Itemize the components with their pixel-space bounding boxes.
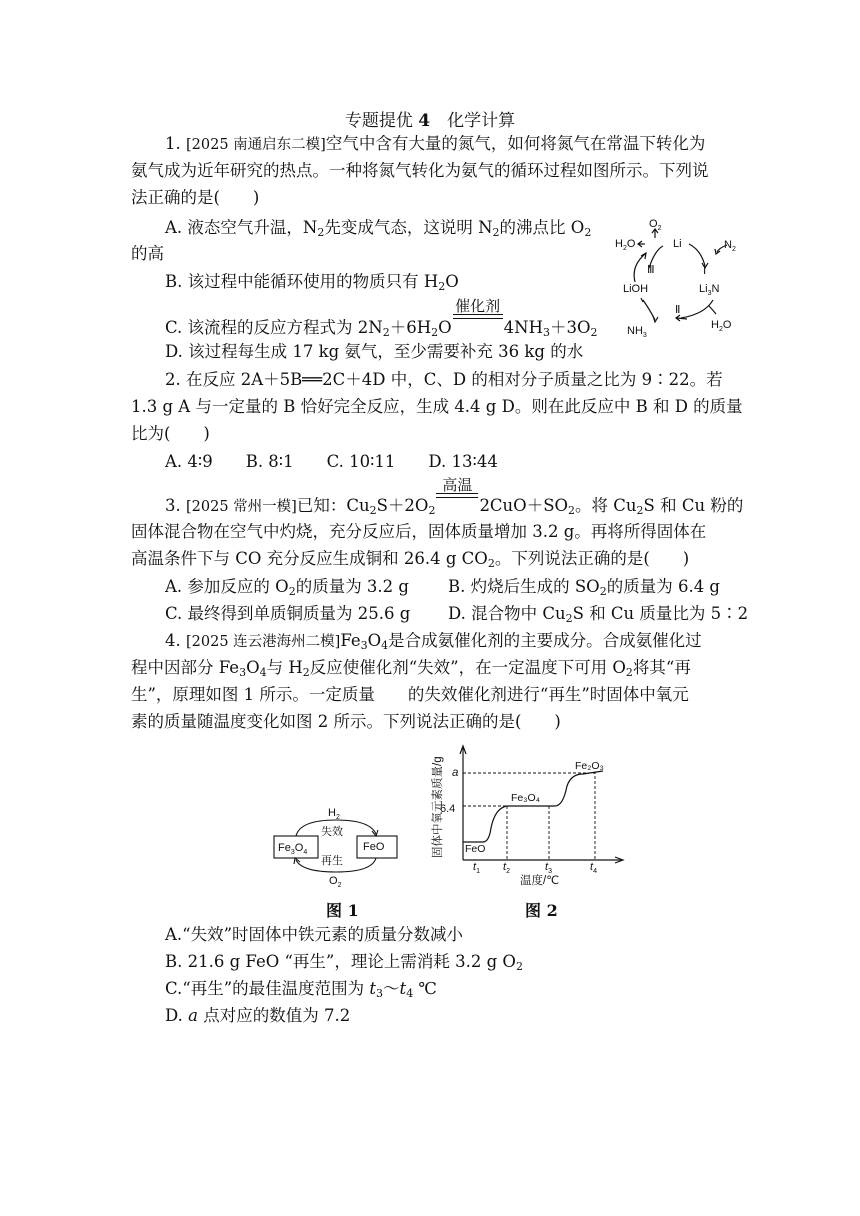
q4-option-d: D. a 点对应的数值为 7.2	[165, 1006, 351, 1025]
q1-stem-line3: 法正确的是( )	[131, 188, 260, 207]
q1-option-b: B. 该过程中能循环使用的物质只有 $H_2O$	[165, 272, 459, 293]
nh3-label: $NH_3$	[627, 325, 647, 339]
n2-label: $N_2$	[724, 239, 736, 253]
h2o-right-label: $H_2O$	[711, 319, 732, 333]
fig2-ylabel: 固体中氧元素质量/g	[432, 756, 444, 858]
q1-option-a: A. 液态空气升温，$N_2$先变成气态，这说明 $N_2$的沸点比 $O_2$	[165, 218, 592, 239]
q3-option-a: A. 参加反应的 $O_2$的质量为 3.2 g	[165, 577, 409, 598]
q4-option-c: C.“再生”的最佳温度范围为 $t_3\sim t_4$ ℃	[165, 979, 437, 1000]
li3n-label: $Li_3N$	[699, 283, 720, 297]
fig2-fe3o4-label: Fe₃O₄	[511, 792, 540, 804]
page-title: 专题提优 4 化学计算	[344, 111, 516, 131]
fig2-t2-label: $t_2$	[503, 861, 510, 875]
q3-option-c: C. 最终得到单质铜质量为 25.6 g	[165, 604, 411, 623]
fig1-o2-label: $O_2$	[329, 875, 342, 889]
h2o-left-label: $H_2O$	[615, 238, 636, 252]
q1-option-c: C. 该流程的反应方程式为 $2N_2+6H_2O$ 催化剂 $4NH_3+3O_2$	[165, 297, 598, 339]
fig2-feo-label: FeO	[465, 843, 486, 855]
q2-line3: 比为( )	[131, 424, 210, 443]
roman-1: Ⅰ	[703, 265, 707, 277]
fig2-curve	[463, 771, 603, 842]
q4-line1: 4. [2025 连云港海州二模]$Fe_3O_4$是合成氨催化剂的主要成分。合成氨催化过	[165, 631, 702, 652]
fig1-feo-label: FeO	[363, 841, 385, 853]
fig2-64-label: 6.4	[440, 803, 456, 815]
fig2-caption: 图 2	[525, 901, 558, 920]
fig1-h2-label: $H_2$	[328, 807, 340, 821]
q1-stem-line2: 氨气成为近年研究的热点。一种将氮气转化为氨气的循环过程如图所示。下列说	[131, 161, 709, 180]
q1-option-a-cont: 的高	[131, 244, 164, 263]
q2-line2: 1.3 g A 与一定量的 B 恰好完全反应，生成 4.4 g D。则在此反应中 B 和 D 的质量	[131, 397, 743, 416]
fig2-t1-label: $t_1$	[473, 861, 480, 875]
roman-3: Ⅲ	[647, 264, 655, 276]
li-label: Li	[673, 238, 682, 250]
fig1-shixiao-label: 失效	[321, 826, 343, 838]
q4-line3: 生”，原理如图 1 所示。一定质量 的失效催化剂进行“再生”时固体中氧元	[131, 685, 689, 704]
o2-label: $O_2$	[649, 218, 662, 232]
lioh-label: LiOH	[623, 283, 649, 295]
fig2-a-label: a	[452, 767, 459, 779]
q3-line3: 高温条件下与 CO 充分反应生成铜和 26.4 g $CO_2$。下列说法正确的是( )	[131, 549, 690, 570]
q4-line4: 素的质量随温度变化如图 2 所示。下列说法正确的是( )	[131, 712, 561, 731]
q1-option-d: D. 该过程每生成 17 kg 氨气，至少需要补充 36 kg 的水	[165, 342, 584, 361]
fig2-t4-label: $t_4$	[590, 861, 597, 875]
q3-line1: 3. [2025 常州一模]已知：$Cu_2S+2O_2$ 高温 $2CuO+SO_2$。将 $Cu_2S$ 和 Cu 粉的	[165, 476, 744, 517]
fig1-fe3o4-label: $Fe_3O_4$	[278, 842, 308, 856]
q1-stem-line1: 1. [2025 南通启东二模]空气中含有大量的氮气，如何将氮气在常温下转化为	[165, 134, 706, 153]
q2-line1: 2. 在反应 2A＋5B══2C＋4D 中，C、D 的相对分子质量之比为 9∶22。若	[165, 370, 723, 389]
q2-options: A. 4∶9 B. 8∶1 C. 10∶11 D. 13∶44	[165, 452, 498, 471]
q3-option-d: D. 混合物中 $Cu_2S$ 和 Cu 质量比为 5∶2	[448, 604, 749, 625]
q4-option-a: A.“失效”时固体中铁元素的质量分数减小	[165, 925, 464, 944]
fig2-xlabel: 温度/℃	[520, 875, 560, 887]
fig1-zaisheng-label: 再生	[321, 855, 343, 867]
q4-option-b: B. 21.6 g FeO “再生”，理论上需消耗 3.2 g $O_2$	[165, 952, 523, 973]
q3-option-b: B. 灼烧后生成的 $SO_2$的质量为 6.4 g	[448, 577, 720, 598]
fig2-t3-label: $t_3$	[545, 861, 552, 875]
fig1-caption: 图 1	[326, 901, 359, 920]
fig2-fe2o3-label: Fe₂O₃	[575, 760, 604, 772]
q4-line2: 程中因部分 $Fe_3O_4$与 $H_2$反应使催化剂“失效”，在一定温度下可用 $O_2$将其“再	[131, 658, 691, 679]
q3-line2: 固体混合物在空气中灼烧，充分反应后，固体质量增加 3.2 g。再将所得固体在	[131, 522, 707, 541]
q4-figure-2	[425, 738, 650, 890]
q1-cycle-diagram	[605, 210, 755, 340]
roman-2: Ⅱ	[675, 304, 681, 316]
q4-figure-1	[270, 800, 410, 895]
